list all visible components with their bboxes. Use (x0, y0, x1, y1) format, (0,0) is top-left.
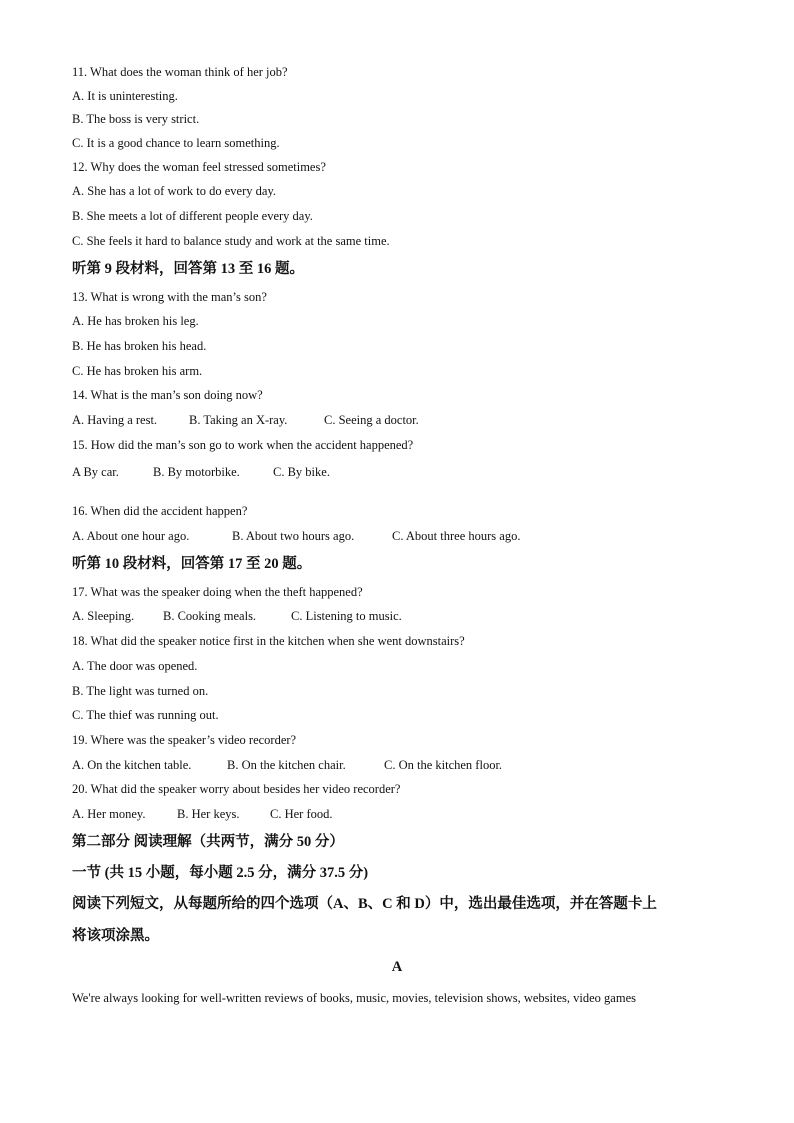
question-14: 14. What is the man’s son doing now? (72, 388, 263, 402)
q12-option-b: B. She meets a lot of different people every day. (72, 209, 313, 223)
q11-option-a: A. It is uninteresting. (72, 89, 178, 103)
section-heading-10: 听第 10 段材料，回答第 17 至 20 题。 (72, 556, 312, 572)
q14-options (72, 412, 419, 428)
passage-a-text: We're always looking for well-written reviews of books, music, movies, television shows, websites, video games (72, 991, 636, 1005)
q19-option-c: C. On the kitchen floor. (384, 758, 503, 772)
q19-options (72, 757, 502, 773)
q15-option-b: B. By motorbike. (153, 465, 240, 479)
question-20: 20. What did the speaker worry about besides her video recorder? (72, 782, 401, 796)
q17-option-a: A. Sleeping. (72, 609, 135, 623)
section-one-heading: 一节 (共 15 小题，每小题 2.5 分，满分 37.5 分) (72, 865, 369, 881)
q15-option-c: C. By bike. (273, 465, 330, 479)
passage-label: A (391, 959, 403, 975)
q20-options (72, 806, 333, 822)
q16-option-a: A. About one hour ago. (72, 529, 190, 543)
instructions-line-2: 将该项涂黑。 (72, 928, 159, 944)
question-13: 13. What is wrong with the man’s son? (72, 290, 267, 304)
q14-option-b: B. Taking an X-ray. (189, 413, 288, 427)
question-19: 19. Where was the speaker’s video recorder? (72, 733, 297, 747)
q17-option-c: C. Listening to music. (291, 609, 402, 623)
q15-option-a: A By car. (72, 465, 119, 479)
question-16: 16. When did the accident happen? (72, 504, 248, 518)
q15-options (72, 464, 330, 480)
q17-options (72, 608, 402, 624)
q11-option-c: C. It is a good chance to learn something. (72, 136, 280, 150)
q11-option-b: B. The boss is very strict. (72, 112, 200, 126)
question-15: 15. How did the man’s son go to work when the accident happened? (72, 438, 414, 452)
section-heading-9: 听第 9 段材料，回答第 13 至 16 题。 (72, 261, 304, 277)
q12-option-a: A. She has a lot of work to do every day. (72, 184, 277, 198)
q19-option-a: A. On the kitchen table. (72, 758, 192, 772)
q14-option-a: A. Having a rest. (72, 413, 158, 427)
q13-option-a: A. He has broken his leg. (72, 314, 199, 328)
q18-option-b: B. The light was turned on. (72, 684, 209, 698)
q16-option-c: C. About three hours ago. (392, 529, 521, 543)
q16-option-b: B. About two hours ago. (232, 529, 355, 543)
q20-option-c: C. Her food. (270, 807, 333, 821)
q17-option-b: B. Cooking meals. (163, 609, 257, 623)
instructions-line-1: 阅读下列短文，从每题所给的四个选项（A、B、C 和 D）中，选出最佳选项，并在答题卡上 (72, 896, 657, 912)
q18-option-a: A. The door was opened. (72, 659, 198, 673)
q20-option-a: A. Her money. (72, 807, 146, 821)
part-two-heading: 第二部分 阅读理解（共两节，满分 50 分） (72, 834, 344, 850)
q13-option-b: B. He has broken his head. (72, 339, 207, 353)
q18-option-c: C. The thief was running out. (72, 708, 219, 722)
question-17: 17. What was the speaker doing when the theft happened? (72, 585, 363, 599)
q14-option-c: C. Seeing a doctor. (324, 413, 419, 427)
q13-option-c: C. He has broken his arm. (72, 364, 203, 378)
question-11: 11. What does the woman think of her job? (72, 65, 288, 79)
question-18: 18. What did the speaker notice first in the kitchen when she went downstairs? (72, 634, 465, 648)
q16-options (72, 528, 520, 544)
q12-option-c: C. She feels it hard to balance study and work at the same time. (72, 234, 390, 248)
q19-option-b: B. On the kitchen chair. (227, 758, 346, 772)
q20-option-b: B. Her keys. (177, 807, 240, 821)
question-12: 12. Why does the woman feel stressed sometimes? (72, 160, 326, 174)
